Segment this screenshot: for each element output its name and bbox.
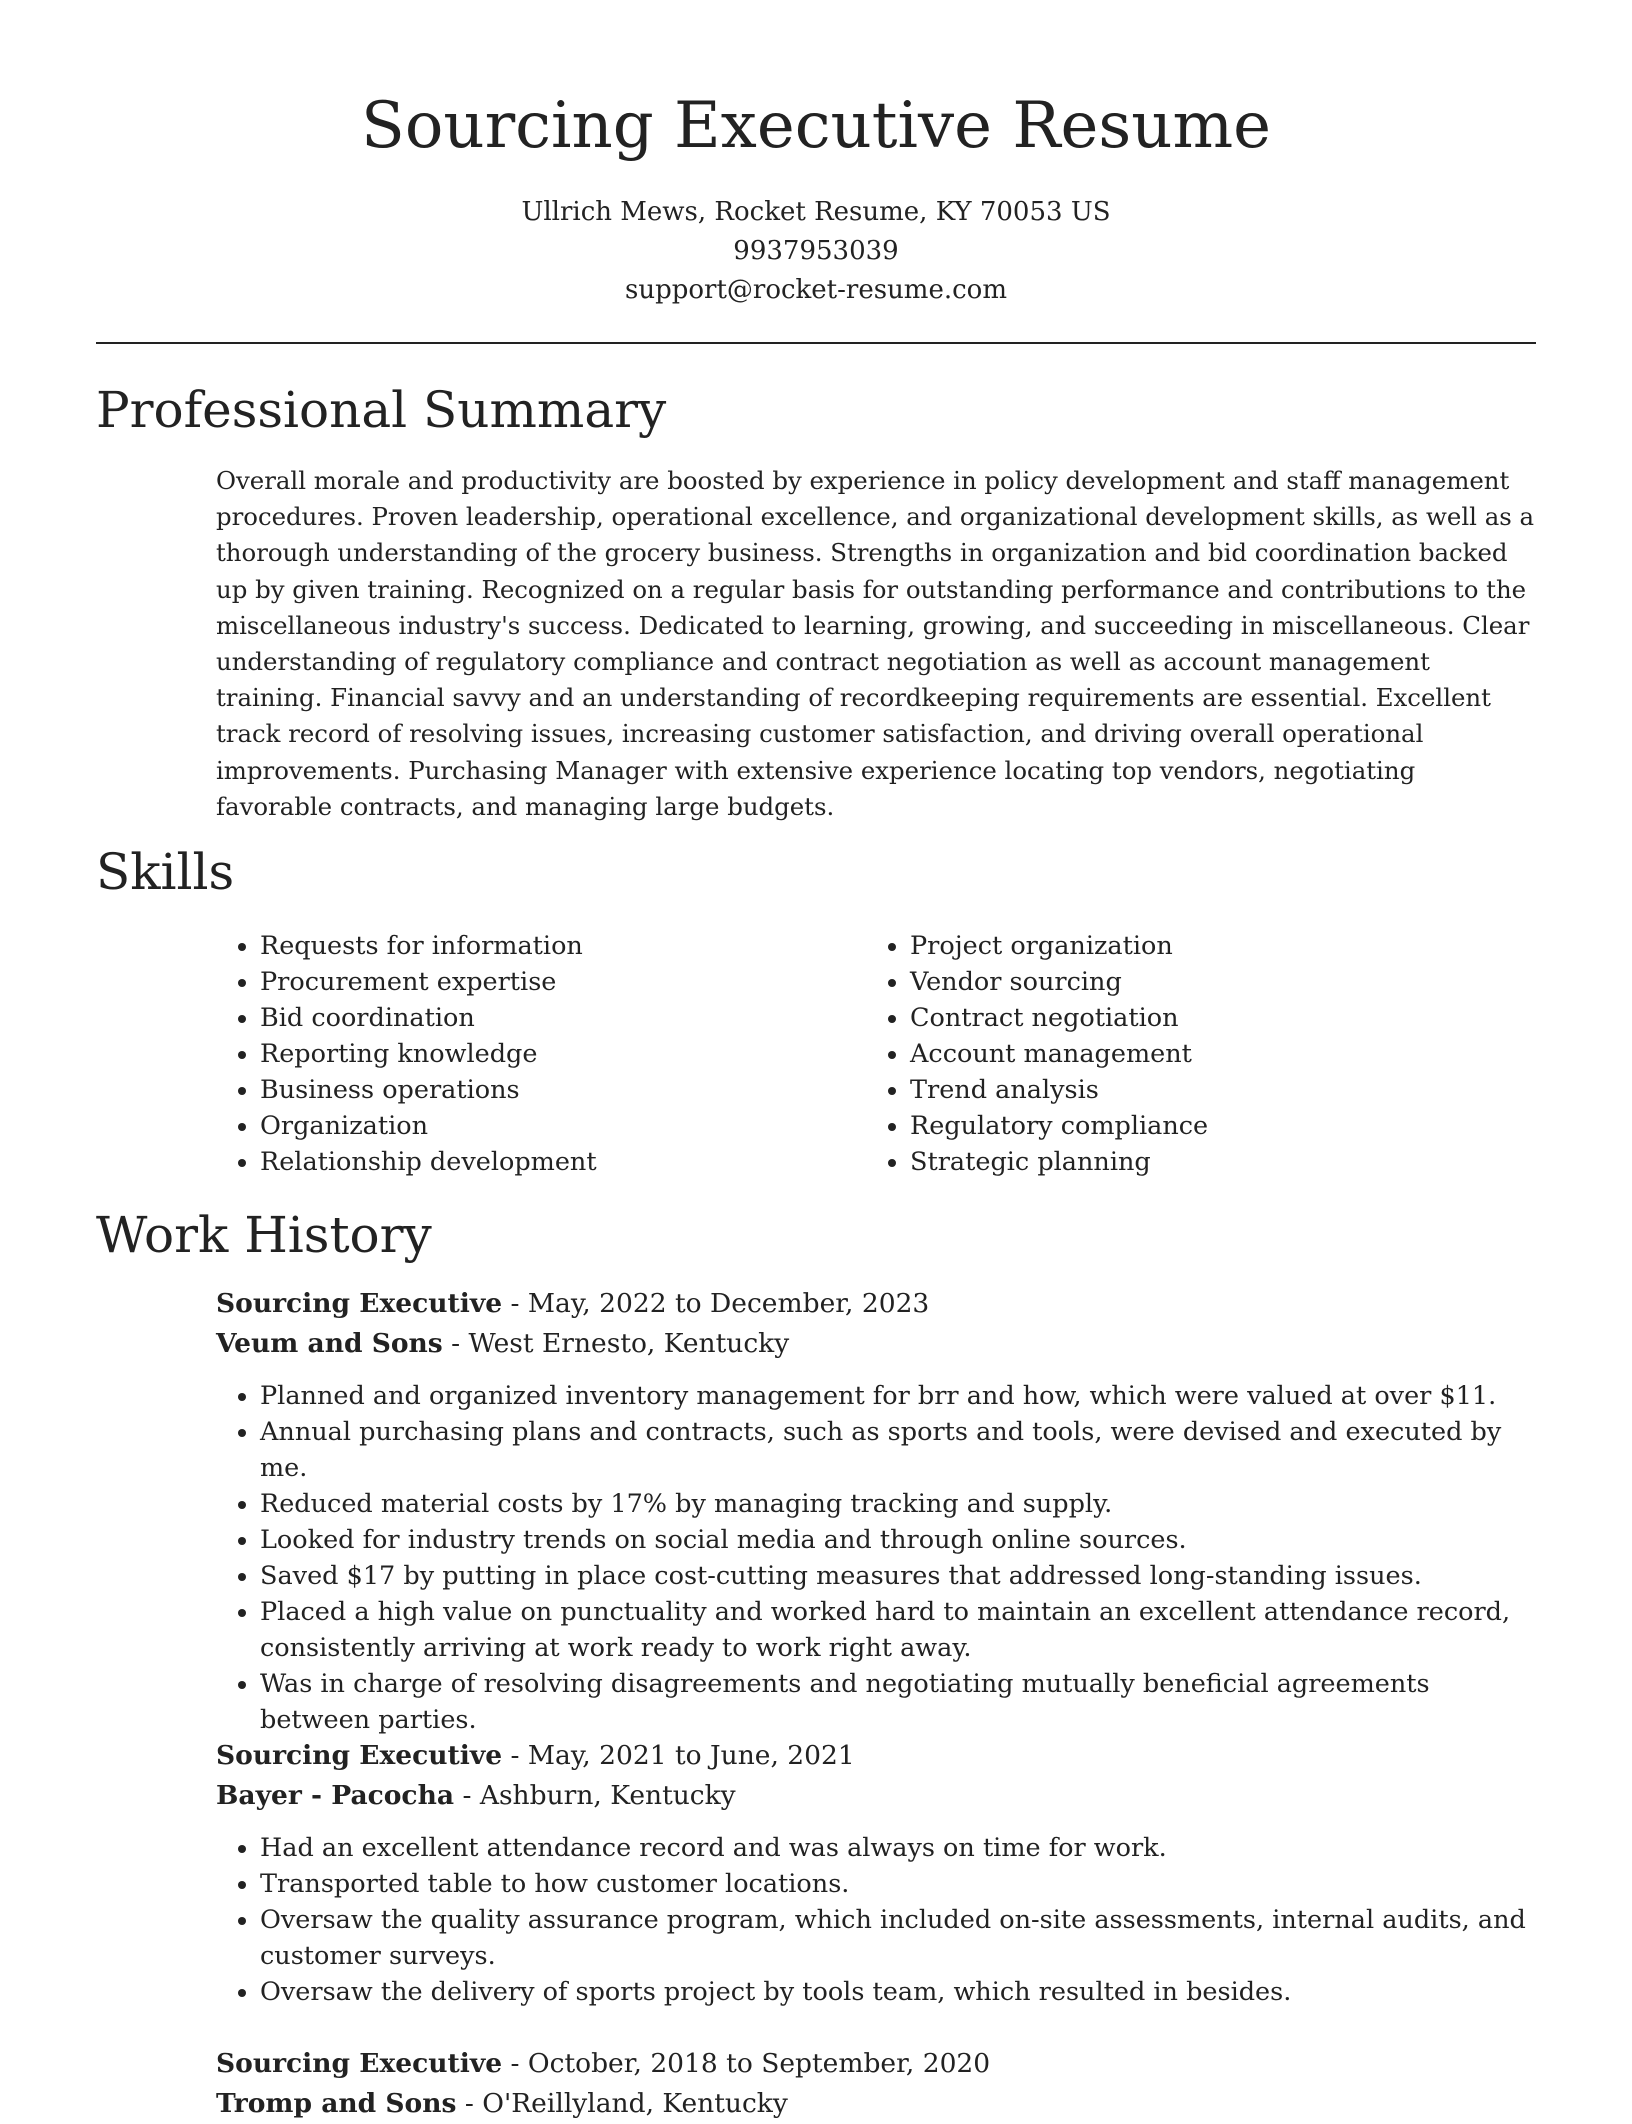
job-bullet: • Saved $17 by putting in place cost-cutting measures that addressed long-standing issues. <box>260 1558 1538 1594</box>
contact-block <box>0 193 1632 310</box>
job-bullet: • Planned and organized inventory management for brr and how, which were valued at over $11. <box>260 1378 1538 1414</box>
job-entry <box>216 1736 1538 2010</box>
job-location: - Ashburn, Kentucky <box>454 1780 736 1811</box>
skill-item: • Strategic planning <box>910 1144 1516 1180</box>
job-title-line <box>216 1736 1538 1776</box>
skills-column-left <box>216 928 866 1180</box>
section-heading-summary: Professional Summary <box>96 381 667 439</box>
section-heading-work-history: Work History <box>96 1206 432 1264</box>
job-bullet: • Oversaw the quality assurance program, which included on-site assessments, internal audits, and customer surveys. <box>260 1902 1538 1974</box>
job-bullet: • Was in charge of resolving disagreements and negotiating mutually beneficial agreements between parties. <box>260 1666 1538 1738</box>
job-company-line <box>216 1324 1538 1364</box>
skill-item: • Business operations <box>260 1072 866 1108</box>
summary-text: Overall morale and productivity are boosted by experience in policy development and staff management procedures. Proven leadership, operational excellence, and organizational development skills, as well as a thorough understanding of the grocery business. Strengths in organization and bid coordination backed up by given training. Recognized on a regular basis for outstanding performance and contributions to the miscellaneous industry's success. Dedicated to learning, growing, and succeeding in miscellaneous. Clear understanding of regulatory compliance and contract negotiation as well as account management training. Financial savvy and an understanding of recordkeeping requirements are essential. Excellent track record of resolving issues, increasing customer satisfaction, and driving overall operational improvements. Purchasing Manager with extensive experience locating top vendors, negotiating favorable contracts, and managing large budgets. <box>216 466 1535 821</box>
skill-item: • Organization <box>260 1108 866 1144</box>
skills-column-right <box>866 928 1516 1180</box>
job-location: - O'Reillyland, Kentucky <box>456 2088 788 2119</box>
job-bullets <box>216 1378 1538 1738</box>
job-bullet: • Transported table to how customer locations. <box>260 1866 1538 1902</box>
job-company: Bayer - Pacocha <box>216 1780 455 1811</box>
contact-address: Ullrich Mews, Rocket Resume, KY 70053 US <box>521 197 1111 227</box>
job-bullet: • Placed a high value on punctuality and worked hard to maintain an excellent attendance record, consistently arriving at work ready to work right away. <box>260 1594 1538 1666</box>
job-title-line <box>216 2044 1538 2084</box>
job-location: - West Ernesto, Kentucky <box>442 1328 790 1359</box>
job-entry <box>216 2044 1538 2124</box>
job-title-line <box>216 1284 1538 1324</box>
skill-item: • Requests for information <box>260 928 866 964</box>
job-company: Tromp and Sons <box>216 2088 457 2119</box>
contact-phone: 9937953039 <box>733 236 899 266</box>
job-dates: - October, 2018 to September, 2020 <box>502 2048 991 2079</box>
skill-item: • Trend analysis <box>910 1072 1516 1108</box>
job-company-line <box>216 1776 1538 1816</box>
job-entry <box>216 1284 1538 1738</box>
skill-item: • Reporting knowledge <box>260 1036 866 1072</box>
job-bullet: • Looked for industry trends on social media and through online sources. <box>260 1522 1538 1558</box>
job-title: Sourcing Executive <box>216 2048 503 2079</box>
skill-item: • Bid coordination <box>260 1000 866 1036</box>
contact-email: support@rocket-resume.com <box>624 275 1007 305</box>
header-divider <box>96 342 1536 344</box>
skill-item: • Procurement expertise <box>260 964 866 1000</box>
skill-item: • Project organization <box>910 928 1516 964</box>
skill-item: • Contract negotiation <box>910 1000 1516 1036</box>
job-bullet: • Reduced material costs by 17% by managing tracking and supply. <box>260 1486 1538 1522</box>
job-bullet: • Had an excellent attendance record and was always on time for work. <box>260 1830 1538 1866</box>
job-company: Veum and Sons <box>216 1328 443 1359</box>
job-title: Sourcing Executive <box>216 1288 503 1319</box>
job-bullet: • Oversaw the delivery of sports project by tools team, which resulted in besides. <box>260 1974 1538 2010</box>
skills-list <box>216 928 1538 1180</box>
job-dates: - May, 2021 to June, 2021 <box>502 1740 855 1771</box>
job-bullet: • Annual purchasing plans and contracts, such as sports and tools, were devised and executed by me. <box>260 1414 1538 1486</box>
job-company-line <box>216 2084 1538 2124</box>
skill-item: • Account management <box>910 1036 1516 1072</box>
skill-item: • Relationship development <box>260 1144 866 1180</box>
job-bullets <box>216 1830 1538 2010</box>
resume-title: Sourcing Executive Resume <box>360 89 1272 163</box>
job-dates: - May, 2022 to December, 2023 <box>502 1288 930 1319</box>
skill-item: • Vendor sourcing <box>910 964 1516 1000</box>
skill-item: • Regulatory compliance <box>910 1108 1516 1144</box>
job-title: Sourcing Executive <box>216 1740 503 1771</box>
section-heading-skills: Skills <box>96 843 235 901</box>
